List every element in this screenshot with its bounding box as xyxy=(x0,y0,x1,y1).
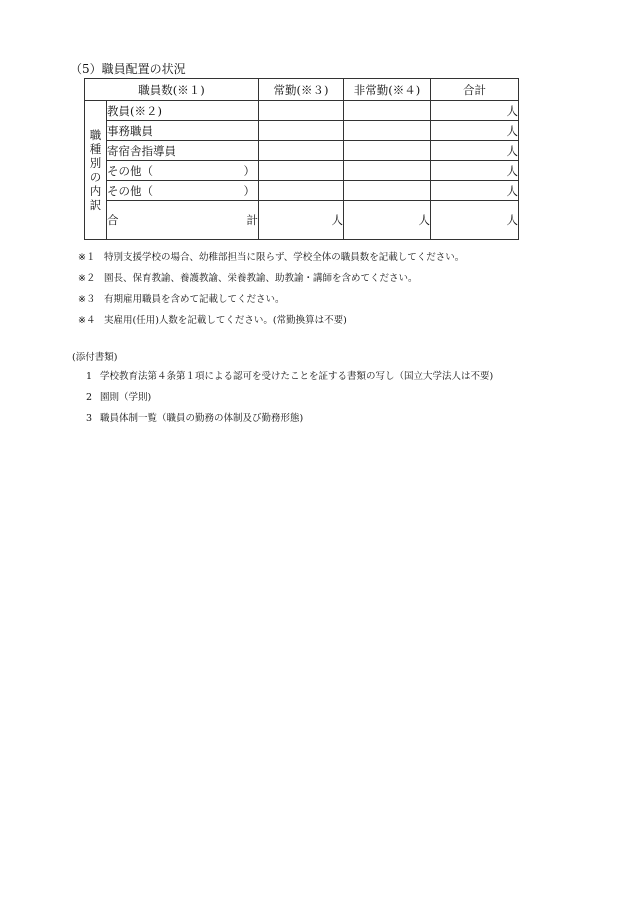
row-label-dorm-instructors: 寄宿舎指導員 xyxy=(107,141,259,161)
cell-fulltime[interactable] xyxy=(259,181,344,201)
total-grand[interactable]: 人 xyxy=(431,201,519,240)
total-row xyxy=(85,201,519,240)
cell-parttime[interactable] xyxy=(344,161,431,181)
attachment-item xyxy=(78,408,493,429)
attachment-item xyxy=(78,366,493,387)
table-row xyxy=(85,121,519,141)
note-mark: ※２ xyxy=(78,273,96,284)
notes-list xyxy=(78,247,464,331)
cell-fulltime[interactable] xyxy=(259,141,344,161)
cell-parttime[interactable] xyxy=(344,181,431,201)
header-total: 合計 xyxy=(431,79,519,101)
cell-total[interactable]: 人 xyxy=(431,181,519,201)
note-text: 有期雇用職員を含めて記載してください。 xyxy=(104,294,285,305)
cell-parttime[interactable] xyxy=(344,101,431,121)
note-mark: ※３ xyxy=(78,294,96,305)
staff-table xyxy=(84,78,519,240)
row-label-office-staff: 事務職員 xyxy=(107,121,259,141)
other-label: その他（ xyxy=(107,183,153,198)
attachment-number: 3 xyxy=(85,413,93,424)
note-mark: ※１ xyxy=(78,252,96,263)
header-staff-count: 職員数(※１) xyxy=(85,79,259,101)
total-char: 合 xyxy=(107,213,119,227)
note-item xyxy=(78,310,464,331)
other-label: その他（ xyxy=(107,163,153,178)
vertical-char: 別 xyxy=(89,156,102,170)
row-label-other xyxy=(107,161,259,181)
vertical-label xyxy=(85,101,107,240)
header-row xyxy=(85,79,519,101)
attachments-title: (添付書類) xyxy=(72,352,118,363)
cell-fulltime[interactable] xyxy=(259,121,344,141)
row-label-other xyxy=(107,181,259,201)
cell-total[interactable]: 人 xyxy=(431,141,519,161)
attachment-text: 職員体制一覧（職員の勤務の体制及び勤務形態) xyxy=(100,413,304,424)
note-text: 特別支援学校の場合、幼稚部担当に限らず、学校全体の職員数を記載してください。 xyxy=(104,252,465,263)
total-label xyxy=(107,201,259,240)
cell-parttime[interactable] xyxy=(344,141,431,161)
vertical-char: 内 xyxy=(89,184,102,198)
header-parttime: 非常勤(※４) xyxy=(344,79,431,101)
total-fulltime[interactable]: 人 xyxy=(259,201,344,240)
note-item xyxy=(78,247,464,268)
table-row xyxy=(85,161,519,181)
header-fulltime: 常勤(※３) xyxy=(259,79,344,101)
vertical-char: 訳 xyxy=(89,198,102,212)
note-text: 実雇用(任用)人数を記載してください。(常勤換算は不要) xyxy=(104,315,347,326)
cell-total[interactable]: 人 xyxy=(431,101,519,121)
total-char: 計 xyxy=(246,213,259,227)
table-row xyxy=(85,181,519,201)
attachment-text: 園則（学則) xyxy=(100,392,152,403)
note-item xyxy=(78,289,464,310)
note-text: 園長、保育教諭、養護教諭、栄養教諭、助教諭・講師を含めてください。 xyxy=(104,273,418,284)
cell-parttime[interactable] xyxy=(344,121,431,141)
table-row xyxy=(85,141,519,161)
cell-fulltime[interactable] xyxy=(259,101,344,121)
cell-total[interactable]: 人 xyxy=(431,161,519,181)
attachment-text: 学校教育法第４条第１項による認可を受けたことを証する書類の写し（国立大学法人は不要) xyxy=(100,371,494,382)
attachment-number: 2 xyxy=(85,392,93,403)
close-paren: ） xyxy=(243,164,256,178)
cell-fulltime[interactable] xyxy=(259,161,344,181)
attachments-list xyxy=(78,366,493,429)
vertical-char: 職 xyxy=(89,128,102,142)
note-mark: ※４ xyxy=(78,315,96,326)
vertical-char: の xyxy=(89,170,102,184)
total-parttime[interactable]: 人 xyxy=(344,201,431,240)
vertical-char: 種 xyxy=(89,142,102,156)
note-item xyxy=(78,268,464,289)
table-row xyxy=(85,101,519,121)
section-title: （5）職員配置の状況 xyxy=(70,62,186,76)
attachment-number: 1 xyxy=(85,371,93,382)
row-label-teachers: 教員(※２) xyxy=(107,101,259,121)
attachment-item xyxy=(78,387,493,408)
close-paren: ） xyxy=(243,184,256,198)
cell-total[interactable]: 人 xyxy=(431,121,519,141)
